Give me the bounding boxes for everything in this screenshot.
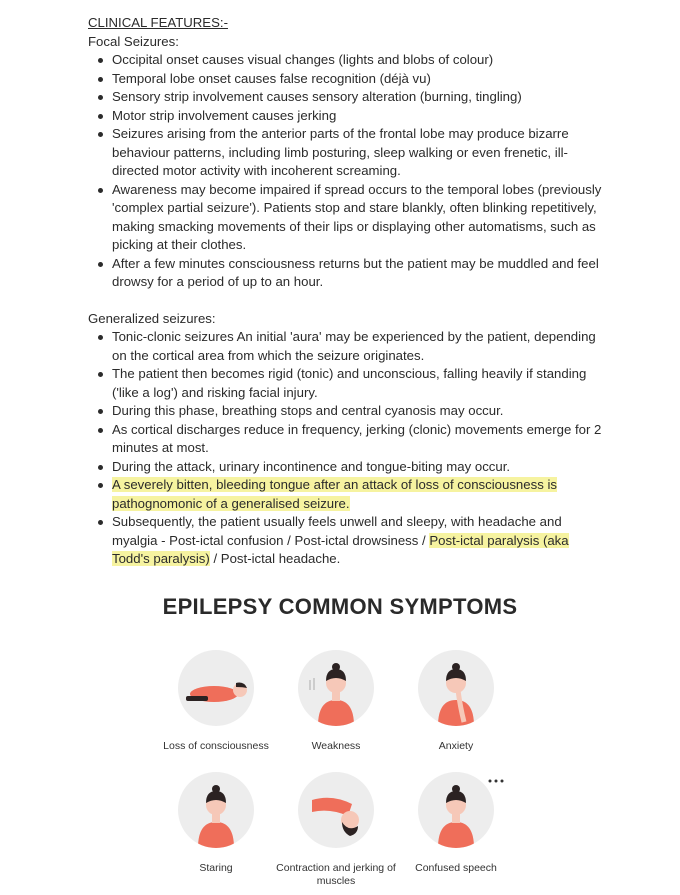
anxious-person-icon xyxy=(418,650,494,726)
list-item: Motor strip involvement causes jerking xyxy=(88,107,608,126)
list-item: After a few minutes consciousness returns but the patient may be muddled and feel drowsy for a period of up to an hour. xyxy=(88,255,608,292)
symptom-label: Confused speech xyxy=(415,862,497,874)
focal-seizures-list xyxy=(88,51,608,292)
highlighted-text: A severely bitten, bleeding tongue after an attack of loss of consciousness is pathognomonic of a generalised seizure. xyxy=(112,477,557,511)
infographic-title: EPILEPSY COMMON SYMPTOMS xyxy=(162,594,518,619)
list-item: The patient then becomes rigid (tonic) and unconscious, falling heavily if standing ('like a log') and risking facial injury. xyxy=(88,365,608,402)
generalized-seizures-title: Generalized seizures: xyxy=(88,310,216,326)
symptom-confused-speech xyxy=(386,772,526,875)
symptom-contraction-jerking xyxy=(266,772,406,888)
symptom-loss-of-consciousness xyxy=(146,650,286,753)
generalized-seizures-list xyxy=(88,328,608,569)
lying-person-icon xyxy=(178,650,254,726)
list-item: Occipital onset causes visual changes (lights and blobs of colour) xyxy=(88,51,608,70)
list-item: Awareness may become impaired if spread occurs to the temporal lobes (previously 'complex partial seizure'). Patients stop and stare blankly, often blinking repetitively, making smacking movements of their lips or displaying other automatisms, such as picking at their clothes. xyxy=(88,181,608,255)
symptom-anxiety xyxy=(386,650,526,753)
jerking-person-icon xyxy=(298,772,374,848)
symptom-staring xyxy=(146,772,286,875)
ellipsis-icon xyxy=(488,778,504,784)
highlighted-text: Post-ictal paralysis (aka Todd's paralysis) xyxy=(112,532,569,566)
staring-person-icon xyxy=(178,772,254,848)
symptom-label: Loss of consciousness xyxy=(163,740,269,752)
clinical-notes xyxy=(88,14,608,569)
symptom-label: Contraction and jerking of muscles xyxy=(276,862,396,887)
confused-person-icon xyxy=(418,772,494,848)
symptom-label: Anxiety xyxy=(438,740,474,752)
list-item-highlighted xyxy=(88,476,608,513)
symptom-label: Weakness xyxy=(311,740,361,752)
list-item: During this phase, breathing stops and central cyanosis may occur. xyxy=(88,402,608,421)
list-item: Subsequently, the patient usually feels unwell and sleepy, with headache and myalgia - Post-ictal confusion / Post-ictal drowsiness / Post-ictal paralysis (aka Todd's paralysis) / Post-ictal headache. xyxy=(88,513,608,569)
list-item: Tonic-clonic seizures An initial 'aura' may be experienced by the patient, depending on the cortical area from which the seizure originates. xyxy=(88,328,608,365)
focal-seizures-title: Focal Seizures: xyxy=(88,33,179,49)
list-item: Seizures arising from the anterior parts of the frontal lobe may produce bizarre behaviour patterns, including limb posturing, sleep walking or even frenetic, ill-directed motor activity with incoherent screaming. xyxy=(88,125,608,181)
list-item: Sensory strip involvement causes sensory alteration (burning, tingling) xyxy=(88,88,608,107)
list-item: As cortical discharges reduce in frequency, jerking (clonic) movements emerge for 2 minutes at most. xyxy=(88,421,608,458)
symptom-weakness xyxy=(266,650,406,753)
weak-person-icon xyxy=(298,650,374,726)
notes-heading: CLINICAL FEATURES:- xyxy=(88,15,228,30)
list-item: Temporal lobe onset causes false recognition (déjà vu) xyxy=(88,70,608,89)
symptom-label: Staring xyxy=(199,862,233,874)
list-item: During the attack, urinary incontinence and tongue-biting may occur. xyxy=(88,458,608,477)
